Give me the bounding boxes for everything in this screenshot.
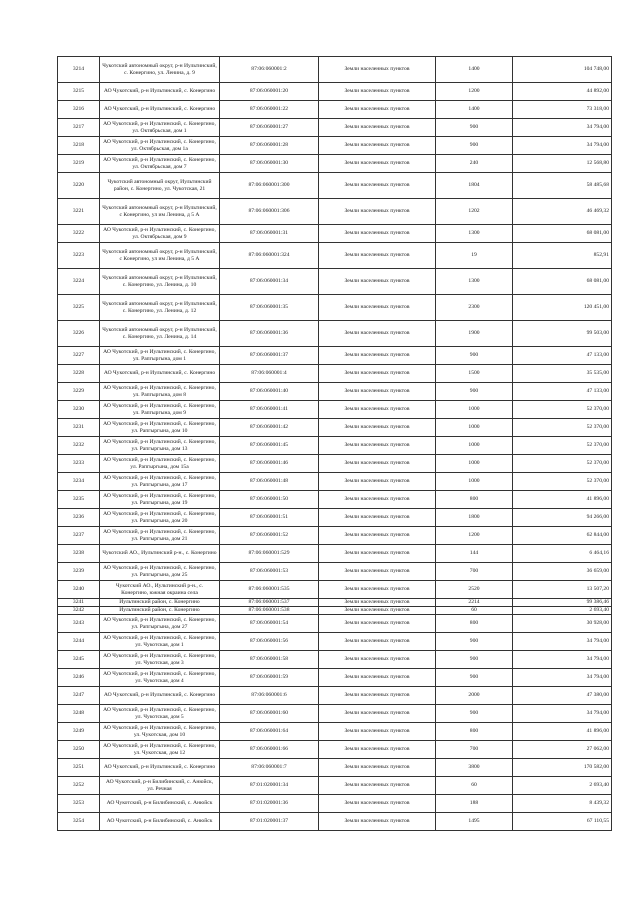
table-row — [58, 119, 612, 137]
table-row — [58, 173, 612, 199]
area-cell: 1500 — [436, 365, 513, 383]
land-category-cell: Земли населенных пунктов — [319, 581, 436, 599]
land-category-cell: Земли населенных пунктов — [319, 347, 436, 365]
row-number: 3229 — [58, 383, 100, 401]
row-number: 3245 — [58, 651, 100, 669]
table-row — [58, 509, 612, 527]
land-category-cell: Земли населенных пунктов — [319, 419, 436, 437]
area-cell: 800 — [436, 615, 513, 633]
area-cell: 1300 — [436, 269, 513, 295]
cadastral-value-cell: 44 892,00 — [513, 83, 612, 101]
table-row — [58, 401, 612, 419]
cadastral-number-cell: 87:06:060001:60 — [220, 705, 319, 723]
cadastral-value-cell: 52 370,00 — [513, 455, 612, 473]
table-row — [58, 651, 612, 669]
address-cell: АО Чукотский, р-н Иультинский, с. Конергино, ул. Рапгыргына, дом 27 — [100, 615, 220, 633]
land-category-cell: Земли населенных пунктов — [319, 491, 436, 509]
table-body — [58, 57, 612, 831]
table-row — [58, 155, 612, 173]
address-cell: АО Чукотский, р-н Иультинский, с. Конергино, ул. Чукотская, дом 5 — [100, 705, 220, 723]
address-cell: Чукотский АО., Иультинский р-н., с. Конергино, южная окраина села — [100, 581, 220, 599]
cadastral-value-cell: 35 535,00 — [513, 365, 612, 383]
area-cell: 1800 — [436, 509, 513, 527]
table-row — [58, 741, 612, 759]
land-category-cell: Земли населенных пунктов — [319, 651, 436, 669]
row-number: 3226 — [58, 321, 100, 347]
table-row — [58, 383, 612, 401]
land-category-cell: Земли населенных пунктов — [319, 687, 436, 705]
table-row — [58, 437, 612, 455]
row-number: 3218 — [58, 137, 100, 155]
area-cell: 900 — [436, 119, 513, 137]
land-category-cell: Земли населенных пунктов — [319, 615, 436, 633]
address-cell: АО Чукотский, р-н Иультинский, с. Конергино, ул. Рапгыргына, дом 20 — [100, 509, 220, 527]
area-cell: 900 — [436, 651, 513, 669]
row-number: 3230 — [58, 401, 100, 419]
cadastral-value-cell: 120 451,00 — [513, 295, 612, 321]
cadastral-number-cell: 87:06:060001:36 — [220, 321, 319, 347]
area-cell: 800 — [436, 723, 513, 741]
row-number: 3252 — [58, 777, 100, 795]
cadastral-value-cell: 47 133,00 — [513, 347, 612, 365]
row-number: 3250 — [58, 741, 100, 759]
address-cell: АО Чукотский, р-н Иультинский, с. Конергино, ул. Чукотская, дом 1 — [100, 633, 220, 651]
area-cell: 1000 — [436, 455, 513, 473]
cadastral-value-cell: 852,91 — [513, 243, 612, 269]
address-cell: АО Чукотский, р-н Иультинский, с. Конергино, ул. Рапгыргына, дом 21 — [100, 527, 220, 545]
address-cell: АО Чукотский, р-н Иультинский, с. Конергино, ул. Рапгыргына, дом 10 — [100, 419, 220, 437]
table-row — [58, 295, 612, 321]
land-plots-table — [57, 56, 612, 831]
row-number: 3216 — [58, 101, 100, 119]
address-cell: АО Чукотский, р-н Иультинский, с. Конергино, ул. Рапгыргына, дом 17 — [100, 473, 220, 491]
table-row — [58, 347, 612, 365]
address-cell: Чукотский АО., Иультинский р-н., с. Конергино — [100, 545, 220, 563]
address-cell: АО Чукотский, р-н Иультинский, с. Конергино, ул. Чукотская, дом 4 — [100, 669, 220, 687]
area-cell: 2300 — [436, 295, 513, 321]
land-category-cell: Земли населенных пунктов — [319, 321, 436, 347]
cadastral-number-cell: 87:06:060001:300 — [220, 173, 319, 199]
address-cell: АО Чукотский, р-н Иультинский, с. Конергино, ул. Рапгыргына, дом 1 — [100, 347, 220, 365]
address-cell: АО Чукотский, р-н Иультинский, с. Конергино, ул. Октябрьская, дом 9 — [100, 225, 220, 243]
address-cell: АО Чукотский, р-н Иультинский, с. Конергино — [100, 101, 220, 119]
cadastral-number-cell: 87:06:060001:41 — [220, 401, 319, 419]
address-cell: АО Чукотский, р-н Иультинский, с. Конергино, ул. Чукотская, дом 12 — [100, 741, 220, 759]
area-cell: 19 — [436, 243, 513, 269]
table-row — [58, 759, 612, 777]
address-cell: АО Чукотский, р-н Иультинский, с. Конергино — [100, 687, 220, 705]
row-number: 3240 — [58, 581, 100, 599]
row-number: 3236 — [58, 509, 100, 527]
land-category-cell: Земли населенных пунктов — [319, 295, 436, 321]
table-row — [58, 365, 612, 383]
area-cell: 188 — [436, 795, 513, 813]
cadastral-number-cell: 87:06:060001:40 — [220, 383, 319, 401]
address-cell: Иультинский район, с. Конергино — [100, 599, 220, 607]
cadastral-value-cell: 68 081,00 — [513, 269, 612, 295]
address-cell: Чукотский автономный округ, р-н Иультинский, с. Конергино, ул. Ленина, д. 14 — [100, 321, 220, 347]
cadastral-number-cell: 87:06:060001:66 — [220, 741, 319, 759]
area-cell: 2000 — [436, 687, 513, 705]
cadastral-value-cell: 36 659,00 — [513, 563, 612, 581]
cadastral-value-cell: 99 503,00 — [513, 321, 612, 347]
address-cell: АО Чукотский, р-н Иультинский, с. Конергино — [100, 759, 220, 777]
cadastral-number-cell: 87:06:060001:37 — [220, 347, 319, 365]
cadastral-number-cell: 87:06:060001:27 — [220, 119, 319, 137]
area-cell: 900 — [436, 137, 513, 155]
cadastral-value-cell: 52 370,00 — [513, 473, 612, 491]
land-category-cell: Земли населенных пунктов — [319, 199, 436, 225]
table-row — [58, 83, 612, 101]
cadastral-value-cell: 8 439,32 — [513, 795, 612, 813]
cadastral-number-cell: 87:06:060001:46 — [220, 455, 319, 473]
cadastral-number-cell: 87:06:060001:52 — [220, 527, 319, 545]
address-cell: АО Чукотский, р-н Иультинский, с. Конергино, ул. Рапгыргына, дом 15а — [100, 455, 220, 473]
cadastral-number-cell: 87:06:060001:6 — [220, 687, 319, 705]
land-category-cell: Земли населенных пунктов — [319, 509, 436, 527]
row-number: 3237 — [58, 527, 100, 545]
land-category-cell: Земли населенных пунктов — [319, 633, 436, 651]
row-number: 3254 — [58, 813, 100, 831]
row-number: 3222 — [58, 225, 100, 243]
row-number: 3214 — [58, 57, 100, 83]
land-category-cell: Земли населенных пунктов — [319, 101, 436, 119]
address-cell: Иультинский район, с. Конергино — [100, 607, 220, 615]
cadastral-value-cell: 30 928,00 — [513, 615, 612, 633]
land-category-cell: Земли населенных пунктов — [319, 269, 436, 295]
row-number: 3244 — [58, 633, 100, 651]
cadastral-number-cell: 87:06:060001:51 — [220, 509, 319, 527]
land-category-cell: Земли населенных пунктов — [319, 813, 436, 831]
land-category-cell: Земли населенных пунктов — [319, 705, 436, 723]
land-category-cell: Земли населенных пунктов — [319, 563, 436, 581]
cadastral-value-cell: 27 062,00 — [513, 741, 612, 759]
address-cell: АО Чукотский, р-н Иультинский, с. Конергино — [100, 365, 220, 383]
land-category-cell: Земли населенных пунктов — [319, 741, 436, 759]
row-number: 3215 — [58, 83, 100, 101]
area-cell: 1900 — [436, 321, 513, 347]
cadastral-value-cell: 34 794,00 — [513, 651, 612, 669]
table-row — [58, 615, 612, 633]
area-cell: 700 — [436, 741, 513, 759]
table-row — [58, 243, 612, 269]
table-row — [58, 633, 612, 651]
area-cell: 240 — [436, 155, 513, 173]
table-row — [58, 687, 612, 705]
land-category-cell: Земли населенных пунктов — [319, 119, 436, 137]
area-cell: 700 — [436, 563, 513, 581]
table-row — [58, 57, 612, 83]
area-cell: 1400 — [436, 57, 513, 83]
table-row — [58, 599, 612, 607]
area-cell: 144 — [436, 545, 513, 563]
cadastral-number-cell: 87:06:060001:48 — [220, 473, 319, 491]
cadastral-number-cell: 87:06:060001:538 — [220, 607, 319, 615]
cadastral-number-cell: 87:06:060001:20 — [220, 83, 319, 101]
area-cell: 60 — [436, 607, 513, 615]
address-cell: Чукотский автономный округ, Иультинский район, с. Конергино, ул. Чукотская, 21 — [100, 173, 220, 199]
cadastral-number-cell: 87:06:060001:59 — [220, 669, 319, 687]
land-category-cell: Земли населенных пунктов — [319, 527, 436, 545]
land-category-cell: Земли населенных пунктов — [319, 155, 436, 173]
area-cell: 1200 — [436, 527, 513, 545]
land-category-cell: Земли населенных пунктов — [319, 401, 436, 419]
cadastral-number-cell: 87:06:060001:22 — [220, 101, 319, 119]
area-cell: 1000 — [436, 473, 513, 491]
land-category-cell: Земли населенных пунктов — [319, 599, 436, 607]
cadastral-number-cell: 87:06:060001:2 — [220, 57, 319, 83]
row-number: 3248 — [58, 705, 100, 723]
address-cell: АО Чукотский, р-н Иультинский, с. Конергино, ул. Рапгыргына, дом 9 — [100, 401, 220, 419]
address-cell: Чукотский автономный округ, р-н Иультинский, с. Конергино, ул. Ленина, д. 10 — [100, 269, 220, 295]
cadastral-value-cell: 34 794,00 — [513, 633, 612, 651]
land-category-cell: Земли населенных пунктов — [319, 383, 436, 401]
row-number: 3242 — [58, 607, 100, 615]
cadastral-value-cell: 62 844,00 — [513, 527, 612, 545]
cadastral-number-cell: 87:06:060001:50 — [220, 491, 319, 509]
row-number: 3231 — [58, 419, 100, 437]
row-number: 3235 — [58, 491, 100, 509]
row-number: 3253 — [58, 795, 100, 813]
row-number: 3246 — [58, 669, 100, 687]
table-row — [58, 705, 612, 723]
land-category-cell: Земли населенных пунктов — [319, 777, 436, 795]
land-category-cell: Земли населенных пунктов — [319, 137, 436, 155]
table-row — [58, 723, 612, 741]
cadastral-value-cell: 2 693,40 — [513, 777, 612, 795]
row-number: 3221 — [58, 199, 100, 225]
address-cell: АО Чукотский, р-н Иультинский, с. Конергино, ул. Октябрьская, дом 7 — [100, 155, 220, 173]
table-row — [58, 813, 612, 831]
area-cell: 1200 — [436, 83, 513, 101]
cadastral-value-cell: 94 266,00 — [513, 509, 612, 527]
row-number: 3238 — [58, 545, 100, 563]
cadastral-value-cell: 99 386,46 — [513, 599, 612, 607]
area-cell: 900 — [436, 669, 513, 687]
cadastral-value-cell: 34 794,00 — [513, 705, 612, 723]
land-category-cell: Земли населенных пунктов — [319, 57, 436, 83]
area-cell: 900 — [436, 633, 513, 651]
land-category-cell: Земли населенных пунктов — [319, 83, 436, 101]
row-number: 3217 — [58, 119, 100, 137]
cadastral-number-cell: 87:06:060001:537 — [220, 599, 319, 607]
row-number: 3233 — [58, 455, 100, 473]
address-cell: АО Чукотский, р-н Иультинский, с. Конергино — [100, 83, 220, 101]
land-category-cell: Земли населенных пунктов — [319, 669, 436, 687]
table-row — [58, 491, 612, 509]
land-category-cell: Земли населенных пунктов — [319, 473, 436, 491]
cadastral-value-cell: 41 896,00 — [513, 491, 612, 509]
cadastral-number-cell: 87:06:060001:35 — [220, 295, 319, 321]
row-number: 3251 — [58, 759, 100, 777]
cadastral-value-cell: 73 318,00 — [513, 101, 612, 119]
cadastral-number-cell: 87:06:060001:28 — [220, 137, 319, 155]
cadastral-value-cell: 13 507,20 — [513, 581, 612, 599]
row-number: 3241 — [58, 599, 100, 607]
table-row — [58, 581, 612, 599]
cadastral-value-cell: 46 469,32 — [513, 199, 612, 225]
cadastral-value-cell: 41 896,00 — [513, 723, 612, 741]
cadastral-value-cell: 52 370,00 — [513, 419, 612, 437]
row-number: 3227 — [58, 347, 100, 365]
land-category-cell: Земли населенных пунктов — [319, 723, 436, 741]
cadastral-number-cell: 87:06:060001:42 — [220, 419, 319, 437]
address-cell: АО Чукотский, р-н Иультинский, с. Конергино, ул. Чукотская, дом 3 — [100, 651, 220, 669]
table-row — [58, 669, 612, 687]
area-cell: 2214 — [436, 599, 513, 607]
table-row — [58, 777, 612, 795]
cadastral-value-cell: 47 380,00 — [513, 687, 612, 705]
land-category-cell: Земли населенных пунктов — [319, 607, 436, 615]
address-cell: АО Чукотский, р-н Иультинский, с. Конергино, ул. Чукотская, дом 10 — [100, 723, 220, 741]
cadastral-value-cell: 47 133,00 — [513, 383, 612, 401]
address-cell: АО Чукотский, р-н Иультинский, с. Конергино, ул. Рапгыргына, дом 8 — [100, 383, 220, 401]
cadastral-number-cell: 87:06:060001:53 — [220, 563, 319, 581]
row-number: 3243 — [58, 615, 100, 633]
cadastral-value-cell: 68 081,00 — [513, 225, 612, 243]
table-row — [58, 563, 612, 581]
area-cell: 1202 — [436, 199, 513, 225]
area-cell: 900 — [436, 705, 513, 723]
table-row — [58, 473, 612, 491]
table-row — [58, 225, 612, 243]
cadastral-number-cell: 87:06:060001:34 — [220, 269, 319, 295]
cadastral-number-cell: 87:06:060001:64 — [220, 723, 319, 741]
area-cell: 3800 — [436, 759, 513, 777]
land-category-cell: Земли населенных пунктов — [319, 759, 436, 777]
table-row — [58, 101, 612, 119]
cadastral-value-cell: 34 794,00 — [513, 137, 612, 155]
cadastral-number-cell: 87:01:020001:37 — [220, 813, 319, 831]
cadastral-value-cell: 104 748,00 — [513, 57, 612, 83]
row-number: 3225 — [58, 295, 100, 321]
land-category-cell: Земли населенных пунктов — [319, 225, 436, 243]
row-number: 3219 — [58, 155, 100, 173]
area-cell: 1804 — [436, 173, 513, 199]
area-cell: 2520 — [436, 581, 513, 599]
cadastral-number-cell: 87:06:060001:31 — [220, 225, 319, 243]
cadastral-number-cell: 87:06:060001:535 — [220, 581, 319, 599]
area-cell: 900 — [436, 383, 513, 401]
area-cell: 60 — [436, 777, 513, 795]
table-row — [58, 795, 612, 813]
area-cell: 1000 — [436, 401, 513, 419]
cadastral-number-cell: 87:06:060001:306 — [220, 199, 319, 225]
cadastral-value-cell: 52 370,00 — [513, 401, 612, 419]
cadastral-number-cell: 87:01:020001:34 — [220, 777, 319, 795]
land-category-cell: Земли населенных пунктов — [319, 243, 436, 269]
address-cell: АО Чукотский, р-н Билибинский, с. Анюйск — [100, 795, 220, 813]
land-category-cell: Земли населенных пунктов — [319, 545, 436, 563]
area-cell: 1495 — [436, 813, 513, 831]
row-number: 3232 — [58, 437, 100, 455]
cadastral-value-cell: 170 582,00 — [513, 759, 612, 777]
row-number: 3228 — [58, 365, 100, 383]
land-category-cell: Земли населенных пунктов — [319, 173, 436, 199]
row-number: 3247 — [58, 687, 100, 705]
cadastral-number-cell: 87:06:060001:529 — [220, 545, 319, 563]
cadastral-number-cell: 87:06:060001:7 — [220, 759, 319, 777]
land-category-cell: Земли населенных пунктов — [319, 365, 436, 383]
land-category-cell: Земли населенных пунктов — [319, 437, 436, 455]
row-number: 3224 — [58, 269, 100, 295]
area-cell: 1000 — [436, 437, 513, 455]
cadastral-value-cell: 34 794,00 — [513, 119, 612, 137]
cadastral-value-cell: 12 568,80 — [513, 155, 612, 173]
address-cell: АО Чукотский, р-н Иультинский, с. Конергино, ул. Рапгыргына, дом 25 — [100, 563, 220, 581]
land-category-cell: Земли населенных пунктов — [319, 455, 436, 473]
area-cell: 800 — [436, 491, 513, 509]
cadastral-number-cell: 87:06:060001:30 — [220, 155, 319, 173]
cadastral-number-cell: 87:06:060001:56 — [220, 633, 319, 651]
table-row — [58, 455, 612, 473]
cadastral-value-cell: 67 110,55 — [513, 813, 612, 831]
row-number: 3234 — [58, 473, 100, 491]
area-cell: 1400 — [436, 101, 513, 119]
cadastral-value-cell: 2 693,40 — [513, 607, 612, 615]
cadastral-number-cell: 87:06:060001:54 — [220, 615, 319, 633]
address-cell: АО Чукотский, р-н Билибинский, с. Анюйск, ул. Речная — [100, 777, 220, 795]
table-row — [58, 419, 612, 437]
row-number: 3239 — [58, 563, 100, 581]
cadastral-value-cell: 6 464,16 — [513, 545, 612, 563]
cadastral-number-cell: 87:06:060001:4 — [220, 365, 319, 383]
address-cell: Чукотский автономный округ, р-н Иультинский, с Конергино, ул им Ленина, д 5 А — [100, 199, 220, 225]
address-cell: АО Чукотский, р-н Билибинский, с. Анюйск — [100, 813, 220, 831]
cadastral-value-cell: 58 485,68 — [513, 173, 612, 199]
area-cell: 900 — [436, 347, 513, 365]
cadastral-number-cell: 87:06:060001:324 — [220, 243, 319, 269]
table-row — [58, 199, 612, 225]
table-row — [58, 545, 612, 563]
address-cell: АО Чукотский, р-н Иультинский, с. Конергино, ул. Октябрьская, дом 1а — [100, 137, 220, 155]
table-row — [58, 607, 612, 615]
table-row — [58, 321, 612, 347]
row-number: 3223 — [58, 243, 100, 269]
area-cell: 1300 — [436, 225, 513, 243]
address-cell: АО Чукотский, р-н Иультинский, с. Конергино, ул. Рапгыргына, дом 19 — [100, 491, 220, 509]
cadastral-value-cell: 34 794,00 — [513, 669, 612, 687]
cadastral-value-cell: 52 370,00 — [513, 437, 612, 455]
area-cell: 1000 — [436, 419, 513, 437]
address-cell: АО Чукотский, р-н Иультинский, с. Конергино, ул. Рапгыргына, дом 13 — [100, 437, 220, 455]
table-row — [58, 269, 612, 295]
land-category-cell: Земли населенных пунктов — [319, 795, 436, 813]
table-row — [58, 137, 612, 155]
cadastral-number-cell: 87:06:060001:45 — [220, 437, 319, 455]
address-cell: АО Чукотский, р-н Иультинский, с. Конергино, ул. Октябрьская, дом 1 — [100, 119, 220, 137]
address-cell: Чукотский автономный округ, р-н Иультинский, с. Конергино, ул. Ленина, д. 9 — [100, 57, 220, 83]
address-cell: Чукотский автономный округ, р-н Иультинский, с Конергино, ул им Ленина, д 5 А — [100, 243, 220, 269]
cadastral-number-cell: 87:01:020001:36 — [220, 795, 319, 813]
cadastral-number-cell: 87:06:060001:58 — [220, 651, 319, 669]
address-cell: Чукотский автономный округ, р-н Иультинский, с. Конергино, ул. Ленина, д. 12 — [100, 295, 220, 321]
row-number: 3249 — [58, 723, 100, 741]
table-row — [58, 527, 612, 545]
row-number: 3220 — [58, 173, 100, 199]
